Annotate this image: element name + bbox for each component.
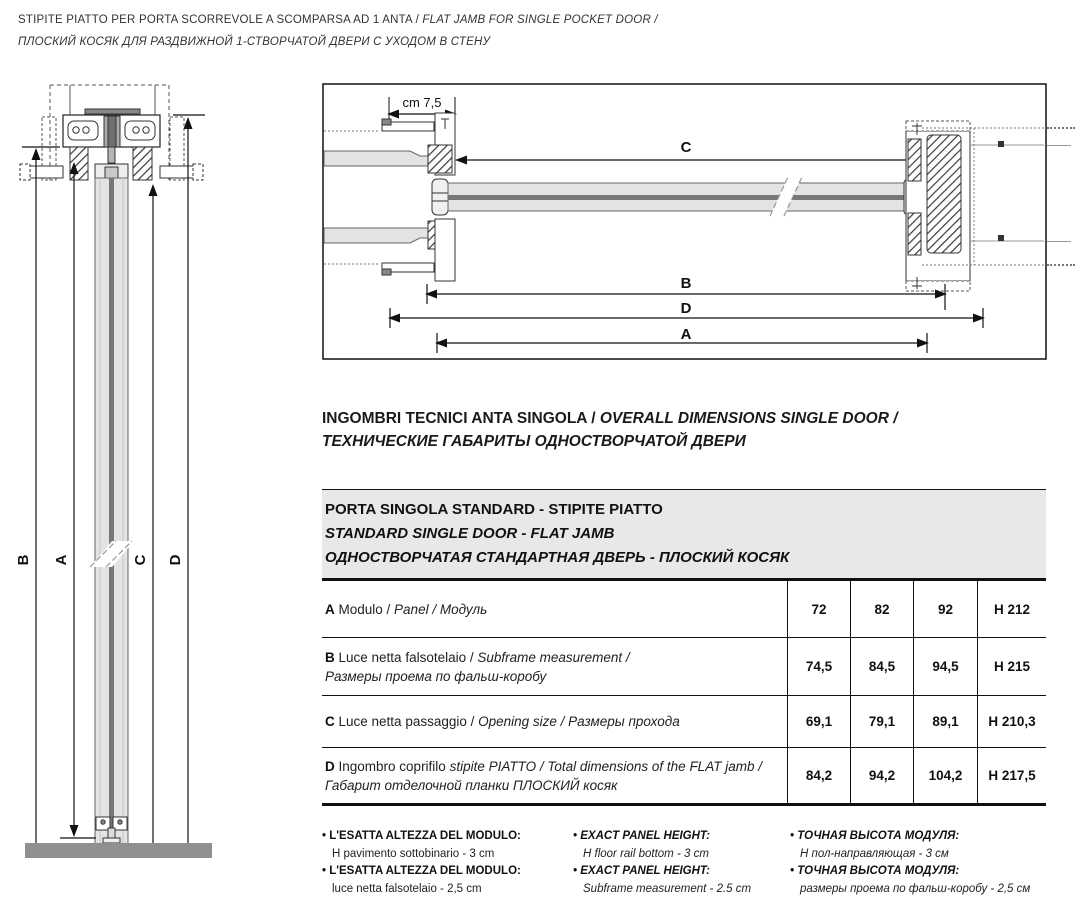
footnote-value: Subframe measurement - 2.5 cm <box>583 882 752 895</box>
footnote-title: • ТОЧНАЯ ВЫСОТА МОДУЛЯ: <box>790 863 1060 881</box>
row-b-value-72: 74,5 <box>787 638 850 695</box>
dim-label-b: B <box>15 554 32 566</box>
band-line1: PORTA SINGOLA STANDARD - STIPITE PIATTO <box>325 501 663 518</box>
row-a-value-82: 82 <box>850 581 913 637</box>
table-row-c <box>322 695 1046 747</box>
section-title-line2: ТЕХНИЧЕСКИЕ ГАБАРИТЫ ОДНОСТВОРЧАТОЙ ДВЕРИ <box>322 433 746 450</box>
footnote-title: • EXACT PANEL HEIGHT: <box>573 863 788 881</box>
footnote-column-ru <box>790 828 1060 898</box>
dim-label-d-plan: D <box>680 300 692 317</box>
dim-label-b-plan: B <box>680 275 692 292</box>
footnote-title: • EXACT PANEL HEIGHT: <box>573 828 788 846</box>
dim-label-d: D <box>167 554 184 566</box>
band-line2: STANDARD SINGLE DOOR - FLAT JAMB <box>325 525 615 542</box>
row-b-value-82: 84,5 <box>850 638 913 695</box>
dim-label-c: C <box>132 554 149 566</box>
row-d-value-92: 104,2 <box>913 748 977 803</box>
horizontal-plan-drawing <box>322 83 1047 360</box>
footnote-column-it <box>322 828 572 898</box>
row-c-value-72: 69,1 <box>787 696 850 747</box>
floor-slab <box>25 843 212 858</box>
right-jamb <box>906 121 1046 291</box>
pocket-depth-label: cm 7,5 <box>402 95 442 110</box>
dim-label-a-plan: A <box>680 326 692 343</box>
row-c-value-82: 79,1 <box>850 696 913 747</box>
footnote-value: размеры проема по фальш-коробу - 2,5 см <box>800 882 1031 895</box>
footnote-value: H pavimento sottobinario - 3 cm <box>332 847 495 860</box>
dimensions-table <box>322 578 1046 806</box>
wall-dotted-continuation-bottom <box>1047 264 1075 266</box>
row-d-value-82: 94,2 <box>850 748 913 803</box>
table-row-d <box>322 747 1046 803</box>
row-d-label: D Ingombro coprifilo stipite PIATTO / Total dimensions of the FLAT jamb / Габарит отделочной планки ПЛОСКИЙ косяк <box>325 758 762 793</box>
header-line1: STIPITE PIATTO PER PORTA SCORREVOLE A SCOMPARSA AD 1 ANTA / FLAT JAMB FOR SINGLE POCKET DOOR / <box>18 14 658 26</box>
footnote-column-en <box>573 828 788 898</box>
row-b-value-92: 94,5 <box>913 638 977 695</box>
header-line2: ПЛОСКИЙ КОСЯК ДЛЯ РАЗДВИЖНОЙ 1-СТВОРЧАТОЙ ДВЕРИ С УХОДОМ В СТЕНУ <box>18 36 491 48</box>
row-a-value-72: 72 <box>787 581 850 637</box>
row-b-label: B Luce netta falsotelaio / Subframe measurement / Размеры проема по фальш-коробу <box>325 649 630 684</box>
footnote-title: • L'ESATTA ALTEZZA DEL MODULO: <box>322 828 572 846</box>
vertical-section-drawing <box>8 80 218 870</box>
row-a-value-92: 92 <box>913 581 977 637</box>
section-title-line1: INGOMBRI TECNICI ANTA SINGOLA / OVERALL DIMENSIONS SINGLE DOOR / <box>322 410 898 427</box>
footnote-value: Н пол-направляющая - 3 см <box>800 847 949 860</box>
pocket-entrance-bottom <box>324 219 455 281</box>
row-a-value-h: H 212 <box>977 581 1046 637</box>
door-panel <box>90 178 134 845</box>
entrance-guide <box>432 179 448 215</box>
row-a-label: A Modulo / Panel / Модуль <box>325 601 488 617</box>
wall-dotted-continuation-top <box>1047 127 1075 129</box>
band-line3: ОДНОСТВОРЧАТАЯ СТАНДАРТНАЯ ДВЕРЬ - ПЛОСКИЙ КОСЯК <box>325 549 790 566</box>
row-d-value-h: H 217,5 <box>977 748 1046 803</box>
wall-line-continuation-top <box>1047 145 1071 146</box>
row-c-value-h: H 210,3 <box>977 696 1046 747</box>
table-row-b <box>322 637 1046 695</box>
row-d-value-72: 84,2 <box>787 748 850 803</box>
footnote-value: H floor rail bottom - 3 cm <box>583 847 709 860</box>
wall-line-continuation-bottom <box>1047 241 1071 242</box>
row-b-value-h: H 215 <box>977 638 1046 695</box>
table-heading-band <box>322 489 1046 578</box>
door-panel-plan <box>448 177 919 216</box>
row-c-value-92: 89,1 <box>913 696 977 747</box>
track-carriage <box>63 109 160 180</box>
dim-label-c-plan: C <box>680 139 692 156</box>
footnote-value: luce netta falsotelaio - 2,5 cm <box>332 882 482 895</box>
footnote-title: • L'ESATTA ALTEZZA DEL MODULO: <box>322 863 572 881</box>
table-row-a <box>322 581 1046 637</box>
page-header <box>18 9 658 53</box>
pocket-entrance-top <box>324 113 455 175</box>
dim-label-a: A <box>53 554 70 566</box>
footnote-title: • ТОЧНАЯ ВЫСОТА МОДУЛЯ: <box>790 828 1060 846</box>
row-c-label: C Luce netta passaggio / Opening size / Размеры прохода <box>325 714 680 729</box>
section-title <box>322 407 898 453</box>
